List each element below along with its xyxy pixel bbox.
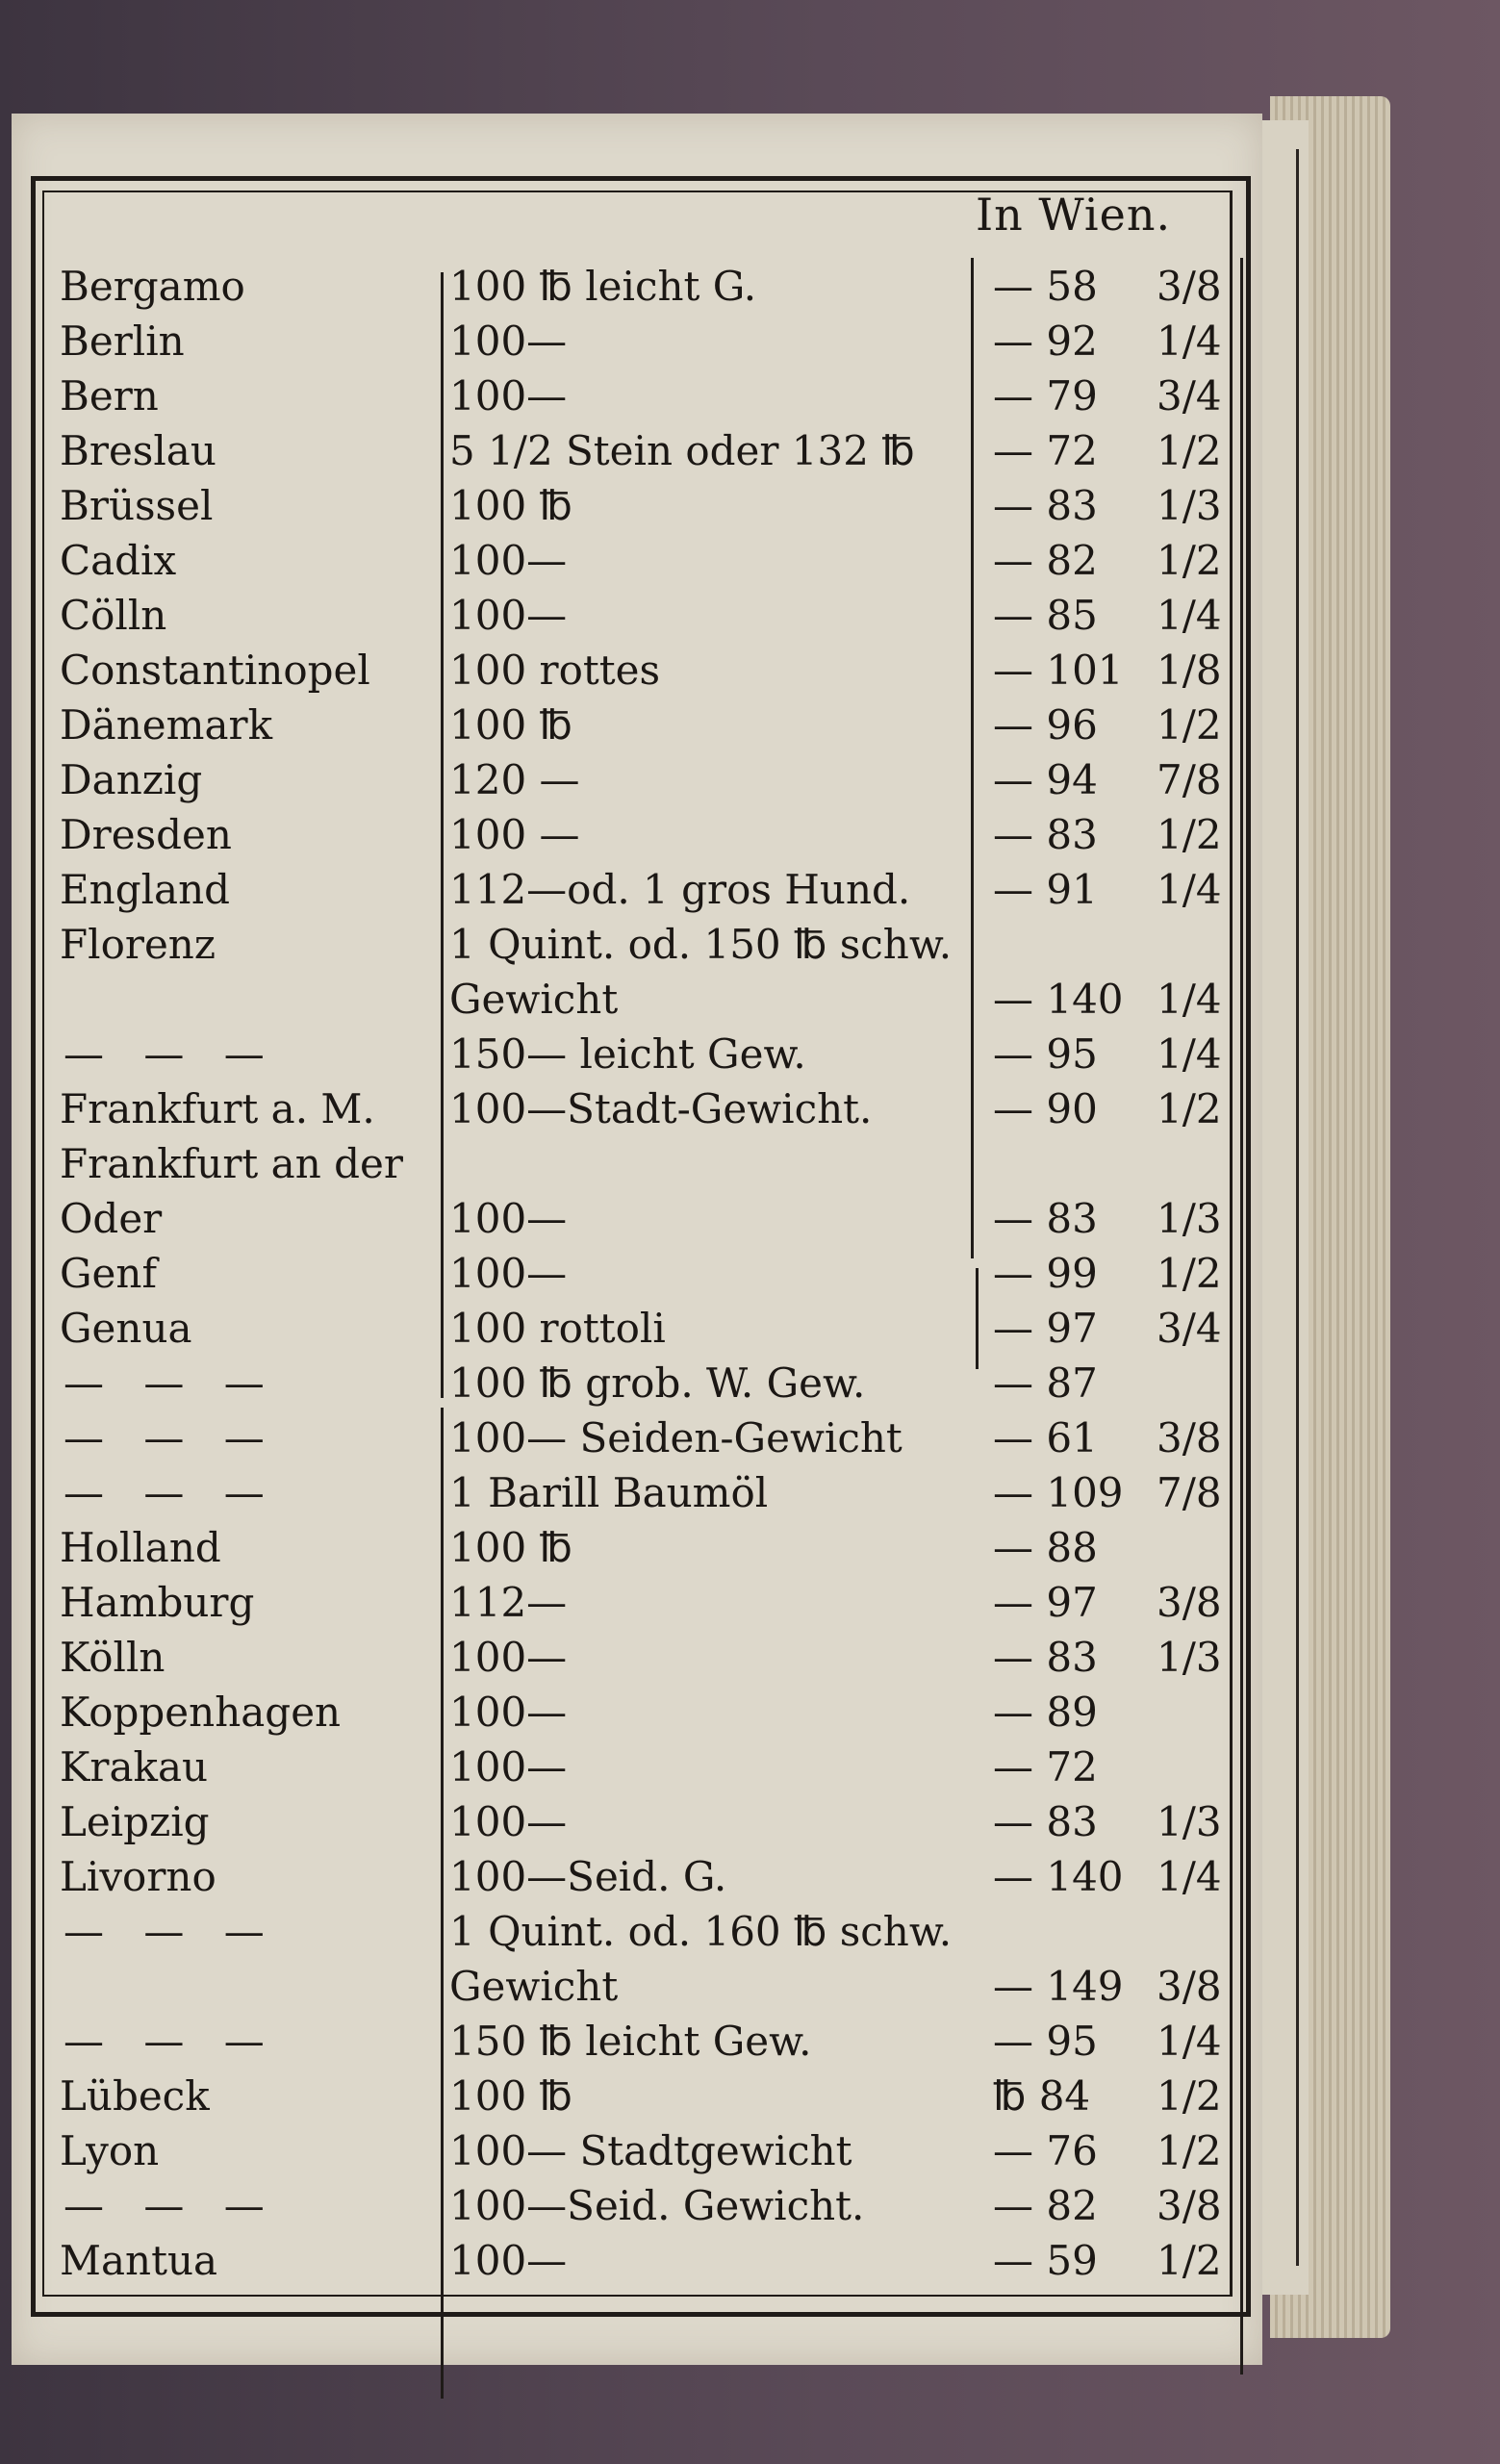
vienna-fraction-cell: 1/2 <box>1157 1085 1222 1132</box>
place-cell: Lübeck <box>60 2072 210 2120</box>
place-cell: — — — <box>64 1030 278 1078</box>
vienna-whole-cell: — 140 <box>993 1853 1124 1900</box>
table-row <box>40 1190 1253 1245</box>
vienna-whole-cell: — 83 <box>993 1195 1098 1242</box>
place-cell: Brüssel <box>60 482 214 529</box>
place-cell: Frankfurt a. M. <box>60 1085 375 1132</box>
vienna-whole-cell: — 94 <box>993 756 1098 803</box>
measure-cell: 100— <box>449 537 568 584</box>
vienna-whole-cell: — 89 <box>993 1689 1098 1736</box>
measure-cell: 100— <box>449 1689 568 1736</box>
table-row <box>40 1135 1253 1190</box>
vienna-fraction-cell: 1/4 <box>1157 318 1222 365</box>
table-row <box>40 587 1253 642</box>
vienna-whole-cell: — 97 <box>993 1305 1098 1352</box>
measure-cell: 100— <box>449 1798 568 1845</box>
measure-cell: 150 ℔ leicht Gew. <box>449 2018 812 2065</box>
measure-cell: Gewicht <box>449 1963 619 2010</box>
place-cell: Bern <box>60 372 159 419</box>
vienna-whole-cell: — 91 <box>993 866 1098 913</box>
vienna-fraction-cell: 1/4 <box>1157 1030 1222 1078</box>
vienna-whole-cell: — 76 <box>993 2127 1098 2174</box>
vienna-whole-cell: — 99 <box>993 1250 1098 1297</box>
vienna-whole-cell: ℔ 84 <box>993 2072 1091 2120</box>
vienna-fraction-cell: 3/8 <box>1157 263 1222 310</box>
table-row <box>40 1903 1253 1958</box>
place-cell: — — — <box>64 2018 278 2065</box>
vienna-fraction-cell: 1/3 <box>1157 1798 1222 1845</box>
vienna-whole-cell: — 95 <box>993 2018 1098 2065</box>
measure-cell: 100—Seid. Gewicht. <box>449 2182 865 2229</box>
measure-cell: 100— Stadtgewicht <box>449 2127 852 2174</box>
measure-cell: 150— leicht Gew. <box>449 1030 806 1078</box>
place-cell: Cadix <box>60 537 177 584</box>
vienna-fraction-cell: 1/4 <box>1157 976 1222 1023</box>
vienna-whole-cell: — 149 <box>993 1963 1124 2010</box>
measure-cell: 100— <box>449 1195 568 1242</box>
vienna-fraction-cell: 1/3 <box>1157 1634 1222 1681</box>
measure-cell: 100— <box>449 1743 568 1791</box>
table-row <box>40 422 1253 477</box>
vienna-fraction-cell: 1/8 <box>1157 647 1222 694</box>
vienna-fraction-cell: 1/2 <box>1157 2237 1222 2284</box>
vienna-whole-cell: — 58 <box>993 263 1098 310</box>
vienna-fraction-cell: 7/8 <box>1157 1469 1222 1516</box>
vienna-whole-cell: — 83 <box>993 811 1098 858</box>
table-row <box>40 1629 1253 1684</box>
table-row <box>40 1410 1253 1464</box>
measure-cell: 100 ℔ grob. W. Gew. <box>449 1359 866 1407</box>
place-cell: Krakau <box>60 1743 209 1791</box>
measure-cell: 100— <box>449 592 568 639</box>
vienna-whole-cell: — 92 <box>993 318 1098 365</box>
vienna-whole-cell: — 90 <box>993 1085 1098 1132</box>
vienna-whole-cell: — 82 <box>993 537 1098 584</box>
vienna-fraction-cell: 1/2 <box>1157 701 1222 749</box>
book-page <box>12 114 1262 2365</box>
vienna-whole-cell: — 88 <box>993 1524 1098 1571</box>
table-row <box>40 2122 1253 2177</box>
table-row <box>40 1464 1253 1519</box>
vienna-whole-cell: — 85 <box>993 592 1098 639</box>
place-cell: Oder <box>60 1195 163 1242</box>
vienna-fraction-cell: 3/8 <box>1157 1414 1222 1461</box>
place-cell: Livorno <box>60 1853 216 1900</box>
vienna-whole-cell: — 61 <box>993 1414 1098 1461</box>
place-cell: Breslau <box>60 427 216 474</box>
vienna-whole-cell: — 72 <box>993 427 1098 474</box>
measure-cell: 100— <box>449 1634 568 1681</box>
vienna-fraction-cell: 1/4 <box>1157 1853 1222 1900</box>
measure-cell: 120 — <box>449 756 580 803</box>
measure-cell: 100— <box>449 1250 568 1297</box>
vienna-fraction-cell: 3/4 <box>1157 1305 1222 1352</box>
table-row <box>40 751 1253 806</box>
place-cell: Holland <box>60 1524 221 1571</box>
place-cell: Leipzig <box>60 1798 210 1845</box>
place-cell: Frankfurt an der <box>60 1140 403 1187</box>
measure-cell: 100 ℔ <box>449 1524 572 1571</box>
table-row <box>40 1355 1253 1410</box>
vienna-fraction-cell: 1/2 <box>1157 2072 1222 2120</box>
table-row <box>40 532 1253 587</box>
measure-cell: 100— <box>449 2237 568 2284</box>
vienna-fraction-cell: 3/8 <box>1157 1579 1222 1626</box>
measure-cell: 100 rottoli <box>449 1305 666 1352</box>
vienna-fraction-cell: 1/2 <box>1157 1250 1222 1297</box>
vienna-whole-cell: — 83 <box>993 1798 1098 1845</box>
table-row <box>40 1080 1253 1135</box>
vienna-whole-cell: — 72 <box>993 1743 1098 1791</box>
measure-cell: 100 ℔ <box>449 2072 572 2120</box>
measure-cell: 1 Quint. od. 160 ℔ schw. <box>449 1908 953 1955</box>
measure-cell: 100— <box>449 318 568 365</box>
table-row <box>40 1848 1253 1903</box>
table-row <box>40 477 1253 532</box>
place-cell: Hamburg <box>60 1579 255 1626</box>
measure-cell: 100 — <box>449 811 580 858</box>
measure-cell: 112— <box>449 1579 568 1626</box>
table-row <box>40 2068 1253 2122</box>
place-cell: — — — <box>64 1908 278 1955</box>
table-row <box>40 1026 1253 1080</box>
vienna-whole-cell: — 83 <box>993 1634 1098 1681</box>
table-row <box>40 806 1253 861</box>
weight-table <box>40 258 1253 2287</box>
vienna-fraction-cell: 1/2 <box>1157 427 1222 474</box>
measure-cell: 1 Barill Baumöl <box>449 1469 769 1516</box>
measure-cell: 5 1/2 Stein oder 132 ℔ <box>449 427 915 474</box>
measure-cell: 100 rottes <box>449 647 661 694</box>
place-cell: Cölln <box>60 592 167 639</box>
place-cell: Florenz <box>60 921 216 968</box>
place-cell: Berlin <box>60 318 185 365</box>
column-header-vienna: In Wien. <box>976 189 1172 241</box>
vienna-whole-cell: — 79 <box>993 372 1098 419</box>
place-cell: Bergamo <box>60 263 245 310</box>
table-row <box>40 1684 1253 1739</box>
place-cell: England <box>60 866 231 913</box>
measure-cell: 100 ℔ <box>449 701 572 749</box>
measure-cell: 100— <box>449 372 568 419</box>
table-row <box>40 313 1253 368</box>
measure-cell: 100—Seid. G. <box>449 1853 727 1900</box>
table-row <box>40 971 1253 1026</box>
measure-cell: 100— Seiden-Gewicht <box>449 1414 903 1461</box>
place-cell: — — — <box>64 2182 278 2229</box>
table-row <box>40 861 1253 916</box>
vienna-whole-cell: — 101 <box>993 647 1124 694</box>
vienna-fraction-cell: 3/4 <box>1157 372 1222 419</box>
table-row <box>40 1519 1253 1574</box>
vienna-whole-cell: — 140 <box>993 976 1124 1023</box>
place-cell: Dresden <box>60 811 232 858</box>
measure-cell: Gewicht <box>449 976 619 1023</box>
table-row <box>40 368 1253 422</box>
place-cell: Dänemark <box>60 701 273 749</box>
place-cell: — — — <box>64 1469 278 1516</box>
table-row <box>40 642 1253 697</box>
table-row <box>40 2013 1253 2068</box>
measure-cell: 112—od. 1 gros Hund. <box>449 866 911 913</box>
place-cell: Kölln <box>60 1634 165 1681</box>
table-row <box>40 1245 1253 1300</box>
table-row <box>40 1574 1253 1629</box>
vienna-fraction-cell: 1/2 <box>1157 537 1222 584</box>
vienna-fraction-cell: 1/4 <box>1157 866 1222 913</box>
table-row <box>40 1793 1253 1848</box>
vienna-fraction-cell: 3/8 <box>1157 2182 1222 2229</box>
place-cell: Genua <box>60 1305 192 1352</box>
table-row <box>40 916 1253 971</box>
vienna-fraction-cell: 1/3 <box>1157 1195 1222 1242</box>
vienna-whole-cell: — 95 <box>993 1030 1098 1078</box>
vienna-whole-cell: — 82 <box>993 2182 1098 2229</box>
place-cell: Genf <box>60 1250 158 1297</box>
measure-cell: 1 Quint. od. 150 ℔ schw. <box>449 921 953 968</box>
place-cell: Mantua <box>60 2237 218 2284</box>
table-row <box>40 258 1253 313</box>
table-row <box>40 1300 1253 1355</box>
vienna-fraction-cell: 1/4 <box>1157 2018 1222 2065</box>
table-row <box>40 697 1253 751</box>
place-cell: — — — <box>64 1359 278 1407</box>
vienna-fraction-cell: 3/8 <box>1157 1963 1222 2010</box>
table-row <box>40 2232 1253 2287</box>
vienna-whole-cell: — 96 <box>993 701 1098 749</box>
place-cell: — — — <box>64 1414 278 1461</box>
place-cell: Danzig <box>60 756 203 803</box>
measure-cell: 100 ℔ leicht G. <box>449 263 757 310</box>
measure-cell: 100 ℔ <box>449 482 572 529</box>
table-row <box>40 1958 1253 2013</box>
vienna-whole-cell: — 97 <box>993 1579 1098 1626</box>
vienna-fraction-cell: 1/2 <box>1157 2127 1222 2174</box>
vienna-fraction-cell: 1/3 <box>1157 482 1222 529</box>
table-row <box>40 1739 1253 1793</box>
vienna-whole-cell: — 109 <box>993 1469 1124 1516</box>
table-row <box>40 2177 1253 2232</box>
vienna-whole-cell: — 87 <box>993 1359 1098 1407</box>
vienna-whole-cell: — 59 <box>993 2237 1098 2284</box>
vienna-whole-cell: — 83 <box>993 482 1098 529</box>
place-cell: Constantinopel <box>60 647 370 694</box>
place-cell: Lyon <box>60 2127 160 2174</box>
vienna-fraction-cell: 7/8 <box>1157 756 1222 803</box>
measure-cell: 100—Stadt-Gewicht. <box>449 1085 873 1132</box>
vienna-fraction-cell: 1/2 <box>1157 811 1222 858</box>
vienna-fraction-cell: 1/4 <box>1157 592 1222 639</box>
place-cell: Koppenhagen <box>60 1689 342 1736</box>
